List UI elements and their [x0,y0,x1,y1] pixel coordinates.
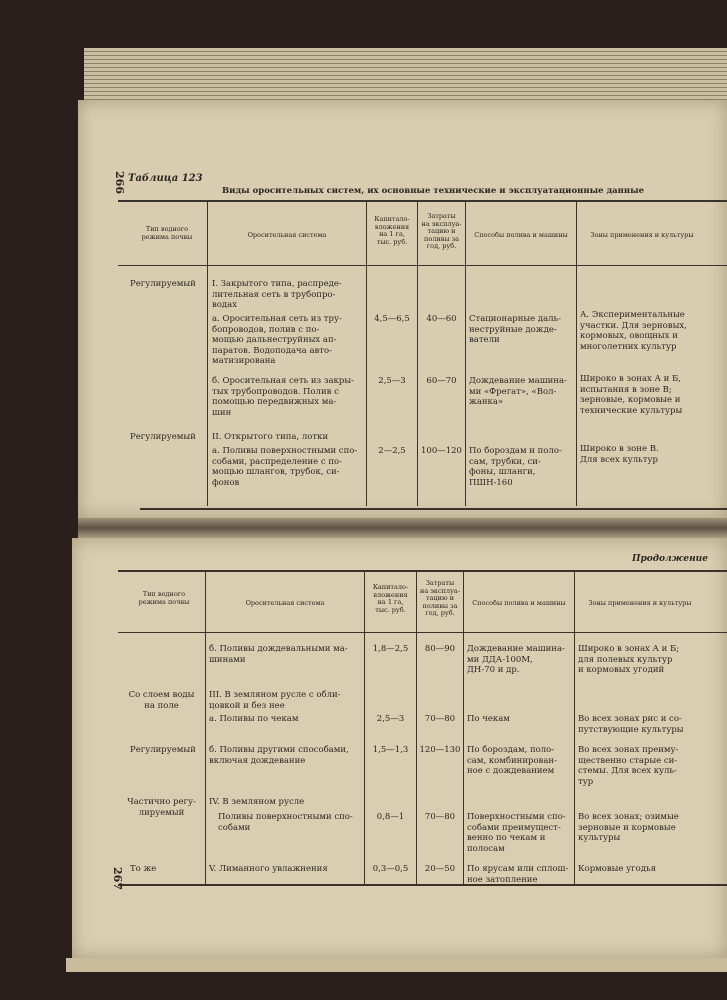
table-row-cell: 1,5—1,3 [372,745,409,755]
table-row-cell: По ярусам или сплош- ное затопление [467,864,569,885]
header-zones: Зоны применения и культуры [590,231,694,239]
table-row-cell: 20—50 [424,864,456,874]
table-row-cell: А. Экспериментальные участки. Для зерновых, кормовых, овощных и многолетних культур [580,310,687,352]
table-row-cell: 2,5—3 [376,714,405,724]
table-row-cell: б. Оросительная сеть из закры- тых трубопроводов. Полив с помощью передвижных ма- шин [212,376,354,418]
header-zones: Зоны применения и культуры [588,599,692,607]
rule-top [118,200,727,202]
table-row-cell: IV. В земляном русле [209,797,305,807]
table-row-cell: 80—90 [424,644,456,654]
table-row-cell: 0,3—0,5 [372,864,409,874]
table-title: Виды оросительных систем, их основные технические и эксплуатационные данные [222,186,645,196]
table-row-cell: По бороздам и поло- сам, трубки, си- фоны, шланги, ПШН-160 [469,446,562,488]
table-row-cell: 70—80 [424,812,456,822]
table-row-cell: а. Поливы по чекам [209,714,299,724]
table-row-cell: Кормовые угодья [578,864,656,874]
table-row-cell: Поверхностными спо- собами преимущест- венно по чекам и полосам [467,812,566,854]
table-row-cell: Широко в зонах А и Б; для полевых культур и кормовых угодий [578,644,680,675]
page-stack-edge [84,48,727,100]
table-row-cell: Со слоем воды на поле [128,690,195,711]
header-water-regime: Тип водного режима почвы [138,590,190,606]
table-row-cell: I. Закрытого типа, распреде- лительная сеть в трубопро- водах [212,279,342,310]
continuation-label: Продолжение [632,554,708,564]
rule-header [118,265,727,266]
table-row-cell: б. Поливы дождевальными ма- шинами [209,644,348,665]
table-row-cell: III. В земляном русле с обли- цовкой и без нее [209,690,341,711]
rule-top [118,570,727,572]
table-row-cell: Дождевание машина- ми «Фрегат», «Вол- жанка» [469,376,567,407]
header-capital: Капитало- вложения на 1 га, тыс. руб. [374,215,410,246]
header-methods: Способы полива и машины [474,231,568,239]
table-row-cell: Дождевание машина- ми ДДА-100М, ДН-70 и др. [467,644,565,675]
table-row-cell: 0,8—1 [376,812,405,822]
header-capital: Капитало- вложения на 1 га, тыс. руб. [372,583,409,614]
table-row-cell: 70—80 [424,714,456,724]
table-row-cell: Во всех зонах; озимые зерновые и кормовые культуры [578,812,679,843]
table-row-cell: 60—70 [426,376,457,386]
table-row-cell: Регулируемый [130,432,196,442]
book-gutter [78,518,727,538]
table-row-cell: 1,8—2,5 [372,644,409,654]
header-water-regime: Тип водного режима почвы [141,225,193,241]
header-irrigation-system: Оросительная система [247,231,327,239]
table-row-cell: Во всех зонах рис и со- путствующие культуры [578,714,684,735]
table-row-cell: По чекам [467,714,510,724]
table-row-cell: а. Поливы поверхностными спо- собами, распределение с по- мощью шлангов, трубок, си- фонов [212,446,358,488]
table-row-cell: 2—2,5 [378,446,406,456]
rule-bottom [118,884,727,886]
header-methods: Способы полива и машины [472,599,566,607]
table-row-cell: Регулируемый [130,745,196,755]
table-row-cell: V. Лиманного увлажнения [209,864,328,874]
rule-header [118,632,727,633]
table-row-cell: 40—60 [426,314,457,324]
table-row-cell: Широко в зонах А и Б, испытания в зоне В; зерновые, кормовые и технические культуры [580,374,683,416]
table-row-cell: Частично регу- лируемый [127,797,196,818]
table-row-cell: II. Открытого типа, лотки [212,432,329,442]
header-costs: Затраты на эксплуа- тацию и поливы за год, руб. [420,579,460,617]
table-row-cell: Стационарные даль- неструйные дожде- ватели [469,314,562,345]
table-row-cell: 4,5—6,5 [374,314,410,324]
table-row-cell: Широко в зоне В. Для всех культур [580,444,659,465]
table-row-cell: Регулируемый [130,279,196,289]
page-number-top: 266 [112,171,126,194]
table-label: Таблица 123 [128,173,203,184]
table-row-cell: По бороздам, поло- сам, комбинирован- ное с дождеванием [467,745,557,776]
table-row-cell: а. Оросительная сеть из тру- бопроводов, полив с по- мощью дальнеструйных ап- паратов. Водоподача авто- матизирована [212,314,342,366]
table-row-cell: 120—130 [419,745,461,755]
header-costs: Затраты на эксплуа- тацию и поливы за год, руб. [421,212,462,250]
table-row-cell: 100—120 [421,446,462,456]
table-row-cell: б. Поливы другими способами, включая дождевание [209,745,349,766]
header-irrigation-system: Оросительная система [245,599,325,607]
page-edge-bottom [66,958,727,972]
table-row-cell: То же [130,864,157,874]
table-row-cell: 2,5—3 [378,376,406,386]
table-row-cell: Во всех зонах преиму- щественно старые си- стемы. Для всех куль- тур [578,745,679,787]
rule-bottom [140,508,727,510]
page-number-bottom: 267 [110,867,124,890]
table-row-cell: Поливы поверхностными спо- собами [218,812,353,833]
